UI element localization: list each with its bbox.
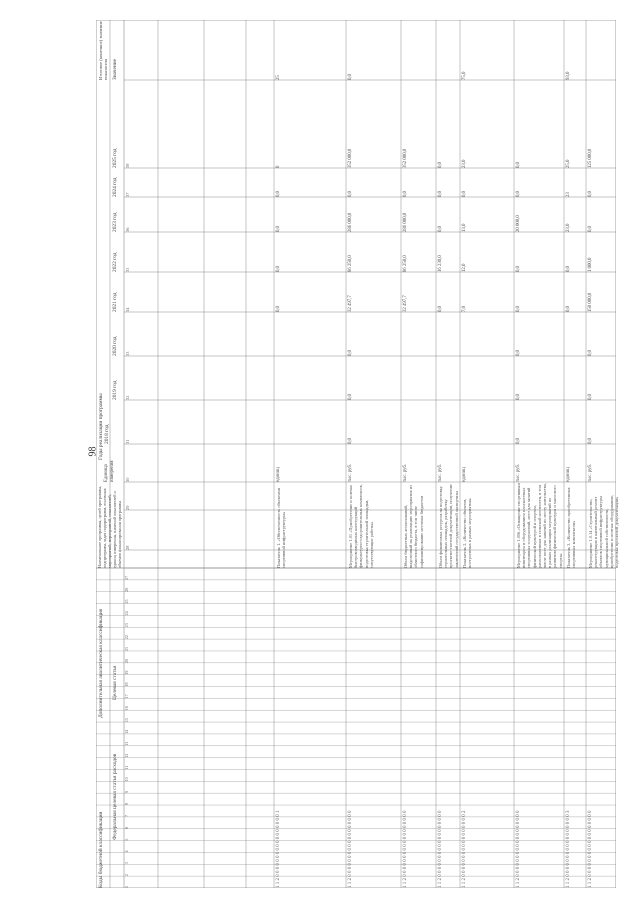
row-3-value-4: 0,0 bbox=[438, 226, 443, 232]
code-column-number-16: 16 bbox=[124, 706, 129, 711]
code-column-number-27: 27 bbox=[124, 575, 129, 580]
column-number-36: 36 bbox=[125, 227, 130, 232]
code-column-number-23: 23 bbox=[124, 623, 129, 628]
row-0-value-0 bbox=[276, 356, 345, 400]
row-4-value-6: 23,0 bbox=[462, 159, 467, 168]
row-2-text: Объем бюджетных ассигнований, выделенный на реализацию мероприятия из областного бюджета, в том числе софинансирование местных бюджетов bbox=[403, 485, 424, 568]
row-0-value-3: 0,0 bbox=[276, 266, 281, 272]
row-2-value-1 bbox=[403, 312, 435, 356]
row-3-value-1 bbox=[438, 312, 459, 356]
row-7-value-2: 150 000,0 bbox=[588, 292, 593, 312]
row-0-codes: 1 1 2 0 0 0 0 0 0 0 0 0 0 0 0 0 0 0 0 0 1 bbox=[276, 810, 281, 888]
row-5-base: 0,0 bbox=[516, 438, 521, 444]
header-year-6: 2025 год bbox=[112, 148, 118, 168]
code-column-number-8: 8 bbox=[124, 803, 129, 806]
row-7-text: Мероприятие 1.0.14 «Строительство, реконструкция и капитальный ремонт объектов спортивной инфраструктуры муниципальной собственности, приобретение и монтаж оборудования, подготовка проектной документации» bbox=[588, 495, 619, 568]
header-base-year: 2018 год bbox=[104, 424, 110, 444]
row-1-value-4: 286 000,0 bbox=[348, 212, 353, 232]
row-6-value-5: 23 bbox=[566, 192, 571, 197]
row-0-text: Показатель 1. «Обеспеченность объектами спортивной инфраструктуры» bbox=[276, 487, 287, 568]
column-number-30: 30 bbox=[125, 477, 130, 482]
row-4-value-2: 7,0 bbox=[462, 306, 467, 312]
header-year-5: 2024 год bbox=[112, 177, 118, 197]
code-column-number-19: 19 bbox=[124, 670, 129, 675]
code-column-number-10: 10 bbox=[124, 777, 129, 782]
row-2-value-2: 32 497,7 bbox=[403, 295, 408, 312]
code-column-number-12: 12 bbox=[124, 753, 129, 758]
code-column-number-21: 21 bbox=[124, 646, 129, 651]
code-column-number-2: 2 bbox=[124, 874, 129, 877]
code-column-number-6: 6 bbox=[124, 826, 129, 829]
row-1-unit: тыс. руб. bbox=[348, 463, 353, 482]
header-year-3: 2022 год bbox=[112, 252, 118, 272]
code-column-number-22: 22 bbox=[124, 635, 129, 640]
page-number: 98 bbox=[87, 446, 99, 457]
row-7-base: 0,0 bbox=[588, 438, 593, 444]
code-column-number-1: 1 bbox=[124, 886, 129, 888]
row-6-value-4: 23,0 bbox=[566, 223, 571, 232]
code-column-number-13: 13 bbox=[124, 741, 129, 746]
row-4-value-3: 12,0 bbox=[462, 263, 467, 272]
code-column-number-17: 17 bbox=[124, 694, 129, 699]
row-1-value-6: 352 000,0 bbox=[348, 148, 353, 168]
row-1-codes: 1 1 2 0 0 0 0 0 0 0 0 0 0 0 0 0 0 0 0 0 0 bbox=[348, 810, 353, 888]
row-2-value-4: 286 000,0 bbox=[403, 212, 408, 232]
row-1-value-2: 32 497,7 bbox=[348, 295, 353, 312]
row-7-value-0: 0,0 bbox=[588, 394, 593, 400]
row-6-value-0 bbox=[566, 356, 585, 400]
code-column-number-18: 18 bbox=[124, 682, 129, 687]
column-number-31: 31 bbox=[125, 439, 130, 444]
row-3-value-7 bbox=[438, 20, 459, 80]
row-5-value-1: 0,0 bbox=[516, 350, 521, 356]
column-number-28: 28 bbox=[125, 545, 130, 550]
row-6-unit: единиц bbox=[566, 467, 571, 482]
code-column-number-20: 20 bbox=[124, 658, 129, 663]
row-4-value-1 bbox=[462, 312, 513, 356]
row-5-codes: 1 1 2 0 0 0 0 0 0 0 0 0 0 0 0 0 0 0 0 0 0 bbox=[516, 810, 521, 888]
row-7-value-3: 1 000,0 bbox=[588, 257, 593, 272]
row-6-codes: 1 1 2 0 0 0 0 0 0 0 0 0 0 0 0 0 0 0 0 0 3 bbox=[566, 810, 571, 888]
row-7-value-5: 0,0 bbox=[588, 191, 593, 197]
header-additional-classification: Дополнительная аналитическая классификация bbox=[98, 608, 104, 718]
column-number-37: 37 bbox=[125, 192, 130, 197]
row-2-unit: тыс. руб. bbox=[403, 463, 408, 482]
row-0-base bbox=[276, 400, 345, 444]
row-7-value-6: 125 000,0 bbox=[588, 148, 593, 168]
header-name: Наименование программы, целей программы, подпрограмм, задач подпрограмм, основных мероприятий, мероприятий, показателей, единиц измерения, значений показателей и объемов финансирования программы bbox=[97, 485, 122, 568]
header-purpose-article: Целевая статья bbox=[112, 665, 118, 700]
rotated-table bbox=[96, 20, 619, 888]
column-number-35: 35 bbox=[125, 267, 130, 272]
row-3-value-2: 0,0 bbox=[438, 306, 443, 312]
row-4-text: Показатель 2. «Количество объектов, построенных в рамках мероприятия» bbox=[462, 498, 473, 568]
row-3-unit: тыс. руб. bbox=[438, 463, 443, 482]
column-number-32: 32 bbox=[125, 395, 130, 400]
row-3-value-6: 0,0 bbox=[438, 162, 443, 168]
code-column-number-5: 5 bbox=[124, 838, 129, 841]
row-6-value-2: 0,0 bbox=[566, 306, 571, 312]
code-column-number-4: 4 bbox=[124, 850, 129, 853]
row-7-value-1: 0,0 bbox=[588, 350, 593, 356]
header-final-group: Итоговое (конечное) значение показателя bbox=[98, 21, 109, 80]
row-3-value-3: 16 230,0 bbox=[438, 255, 443, 272]
row-6-value-1 bbox=[566, 312, 585, 356]
row-3-text: Объем финансовых ресурсов на подготовку строительных площадок, разработку проектно-сметной документации, получение заключений государственной экспертизы bbox=[438, 484, 459, 568]
header-years-group: Годы реализации программы bbox=[98, 393, 104, 460]
row-6-value-7: 93,0 bbox=[566, 71, 571, 80]
code-column-number-9: 9 bbox=[124, 791, 129, 794]
row-0-value-6: 0 bbox=[276, 165, 281, 168]
code-column-number-3: 3 bbox=[124, 862, 129, 865]
row-0-value-2: 0,0 bbox=[276, 306, 281, 312]
column-number-29: 29 bbox=[125, 505, 130, 510]
row-0-unit: единиц bbox=[276, 467, 281, 482]
row-7-value-4: 0,0 bbox=[588, 226, 593, 232]
row-1-value-1: 0,0 bbox=[348, 350, 353, 356]
row-3-value-0 bbox=[438, 356, 459, 400]
column-number-33: 33 bbox=[125, 351, 130, 356]
header-budget-classification: Коды бюджетной классификации bbox=[98, 811, 104, 888]
row-4-value-0 bbox=[462, 356, 513, 400]
header-final-value: Значение bbox=[112, 58, 118, 80]
code-column-number-14: 14 bbox=[124, 729, 129, 734]
header-unit: Единица измерения bbox=[104, 460, 115, 482]
row-7-unit: тыс. руб. bbox=[588, 463, 593, 482]
row-3-base bbox=[438, 400, 459, 444]
row-6-base bbox=[566, 400, 585, 444]
code-column-number-15: 15 bbox=[124, 718, 129, 723]
code-column-number-11: 11 bbox=[124, 765, 129, 770]
row-5-value-7 bbox=[516, 20, 563, 80]
row-6-value-3: 0,0 bbox=[566, 266, 571, 272]
row-4-value-4: 13,0 bbox=[462, 223, 467, 232]
row-1-base: 0,0 bbox=[348, 438, 353, 444]
row-2-value-0 bbox=[403, 356, 435, 400]
row-2-value-5: 0,0 bbox=[403, 191, 408, 197]
row-4-base bbox=[462, 400, 513, 444]
row-0-value-7: 25 bbox=[276, 75, 281, 80]
row-4-unit: единиц bbox=[462, 467, 467, 482]
row-3-value-5: 0,0 bbox=[438, 191, 443, 197]
row-2-codes: 1 1 2 0 0 0 0 0 0 0 0 0 0 0 0 0 0 0 0 0 0 bbox=[403, 810, 408, 888]
code-column-number-25: 25 bbox=[124, 599, 129, 604]
row-0-value-4: 0,0 bbox=[276, 226, 281, 232]
row-4-value-7: 75,0 bbox=[462, 71, 467, 80]
row-1-value-5: 0,0 bbox=[348, 191, 353, 197]
header-federal-purpose: Федеральная целевая статья расходов bbox=[112, 753, 118, 840]
row-5-value-0: 0,0 bbox=[516, 394, 521, 400]
row-3-codes: 1 1 2 0 0 0 0 0 0 0 0 0 0 0 0 0 0 0 0 0 0 bbox=[438, 810, 443, 888]
row-1-value-0: 0,0 bbox=[348, 394, 353, 400]
row-2-value-7 bbox=[403, 20, 435, 80]
row-5-value-3: 0,0 bbox=[516, 266, 521, 272]
row-5-value-6: 0,0 bbox=[516, 162, 521, 168]
row-4-codes: 1 1 2 0 0 0 0 0 0 0 0 0 0 0 0 0 0 0 0 0 2 bbox=[462, 810, 467, 888]
header-year-2: 2021 год bbox=[112, 292, 118, 312]
code-column-number-26: 26 bbox=[124, 587, 129, 592]
row-5-value-2: 0,0 bbox=[516, 306, 521, 312]
header-year-1: 2020 год bbox=[112, 336, 118, 356]
row-2-value-6: 352 000,0 bbox=[403, 148, 408, 168]
row-0-value-5: 0,0 bbox=[276, 191, 281, 197]
row-7-codes: 1 1 2 0 0 0 0 0 0 0 0 0 0 0 0 0 0 0 0 0 0 bbox=[588, 810, 593, 888]
row-6-text: Показатель 3. «Количество приобретенных спортивных комплексов» bbox=[566, 487, 577, 568]
code-column-number-7: 7 bbox=[124, 814, 129, 817]
header-year-4: 2023 год bbox=[112, 212, 118, 232]
row-2-base bbox=[403, 400, 435, 444]
row-6-value-6: 25,0 bbox=[566, 159, 571, 168]
row-2-value-3: 86 250,0 bbox=[403, 255, 408, 272]
row-5-value-5: 0,0 bbox=[516, 191, 521, 197]
header-year-0: 2019 год bbox=[112, 380, 118, 400]
row-0-value-1 bbox=[276, 312, 345, 356]
code-column-number-24: 24 bbox=[124, 611, 129, 616]
row-5-value-4: 20 000,0 bbox=[516, 215, 521, 232]
row-7-value-7 bbox=[588, 20, 615, 80]
row-4-value-5: 0,0 bbox=[462, 191, 467, 197]
row-1-value-3: 86 250,0 bbox=[348, 255, 353, 272]
row-5-unit: тыс. руб. bbox=[516, 463, 521, 482]
column-number-38: 38 bbox=[125, 163, 130, 168]
row-5-text: Мероприятие 1.006 «Оснащение спортивным инвентарем и оборудованием плоскостных спортивных сооружений, мест для занятий физической культурой и спортом, расположенных в сельской местности, в том числе мест для занятий по месту жительства, в рамках реализации мероприятий по развитию физической культуры и массового спорта» bbox=[516, 482, 563, 568]
column-number-34: 34 bbox=[125, 307, 130, 312]
row-1-text: Мероприятие 1.01 «Приобретение и монтаж быстровозводимых конструкций физкультурно-оздоровительных комплексов, подготовка строительной площадки, сопутствующие работы» bbox=[348, 484, 374, 568]
row-1-value-7: 0,0 bbox=[348, 74, 353, 80]
